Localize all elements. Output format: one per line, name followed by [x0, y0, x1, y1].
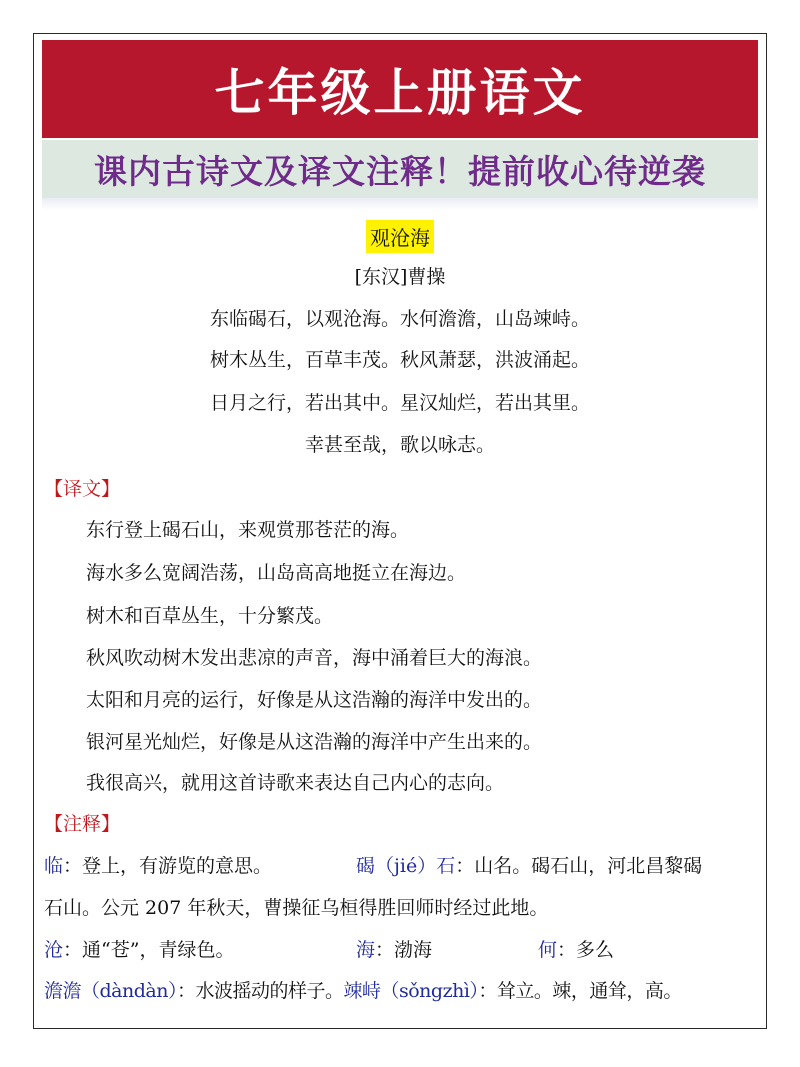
note-row — [44, 935, 234, 962]
poem-author: [东汉]曹操 — [354, 266, 446, 288]
note-term: 沧 — [44, 939, 64, 961]
poem-line: 东临碣石，以观沧海。水何澹澹，山岛竦峙。 — [209, 308, 590, 330]
poem-title: 观沧海 — [366, 220, 434, 253]
note-definition: ：水波摇动的样子。 — [176, 980, 344, 1002]
translation-line: 海水多么宽阔浩荡，山岛高高地挺立在海边。 — [86, 562, 467, 584]
translation-line: 我很高兴，就用这首诗歌来表达自己内心的志向。 — [86, 772, 505, 794]
translation-line: 银河星光灿烂，好像是从这浩瀚的海洋中产生出来的。 — [86, 731, 543, 753]
page-subtitle: 课内古诗文及译文注释！提前收心待逆袭 — [94, 151, 706, 191]
page-title-banner — [42, 40, 758, 138]
note-definition: 石山。公元 207 年秋天，曹操征乌桓得胜回师时经过此地。 — [44, 897, 549, 919]
note-row — [356, 935, 432, 962]
note-term: 海 — [356, 939, 376, 961]
translation-heading: 【译文】 — [44, 478, 121, 500]
poem-line: 日月之行，若出其中。星汉灿烂，若出其里。 — [209, 392, 590, 414]
subtitle-banner — [42, 140, 758, 198]
note-definition: ：通“苍”，青绿色。 — [63, 939, 235, 961]
poem-line: 幸甚至哉，歌以咏志。 — [304, 434, 495, 456]
subtitle-shadow — [42, 198, 758, 210]
note-definition: ：登上，有游览的意思。 — [63, 855, 273, 877]
note-row — [44, 851, 272, 878]
page-title: 七年级上册语文 — [214, 64, 586, 122]
note-row — [356, 851, 702, 878]
translation-line: 太阳和月亮的运行，好像是从这浩瀚的海洋中发出的。 — [86, 689, 543, 711]
poem-line: 树木丛生，百草丰茂。秋风萧瑟，洪波涌起。 — [209, 349, 590, 371]
note-row — [44, 893, 548, 920]
note-definition: ：多么 — [557, 939, 615, 961]
note-term: 何 — [538, 939, 558, 961]
note-term: 澹澹（dàndàn） — [44, 980, 177, 1002]
note-term: 碣（jié）石 — [356, 855, 456, 877]
note-term: 临 — [44, 855, 64, 877]
translation-line: 秋风吹动树木发出悲凉的声音，海中涌着巨大的海浪。 — [86, 647, 543, 669]
note-definition: ：耸立。竦，通耸，高。 — [478, 980, 682, 1002]
translation-line: 东行登上碣石山，来观赏那苍茫的海。 — [86, 519, 410, 541]
translation-line: 树木和百草丛生，十分繁茂。 — [86, 605, 334, 627]
note-term: 竦峙（sǒngzhì） — [343, 980, 479, 1002]
note-row — [538, 935, 614, 962]
note-definition: ：山名。碣石山，河北昌黎碣 — [455, 855, 703, 877]
note-definition: ：渤海 — [375, 939, 433, 961]
note-row — [44, 976, 682, 1003]
poem-title-wrap — [0, 220, 800, 253]
notes-heading: 【注释】 — [44, 813, 121, 835]
